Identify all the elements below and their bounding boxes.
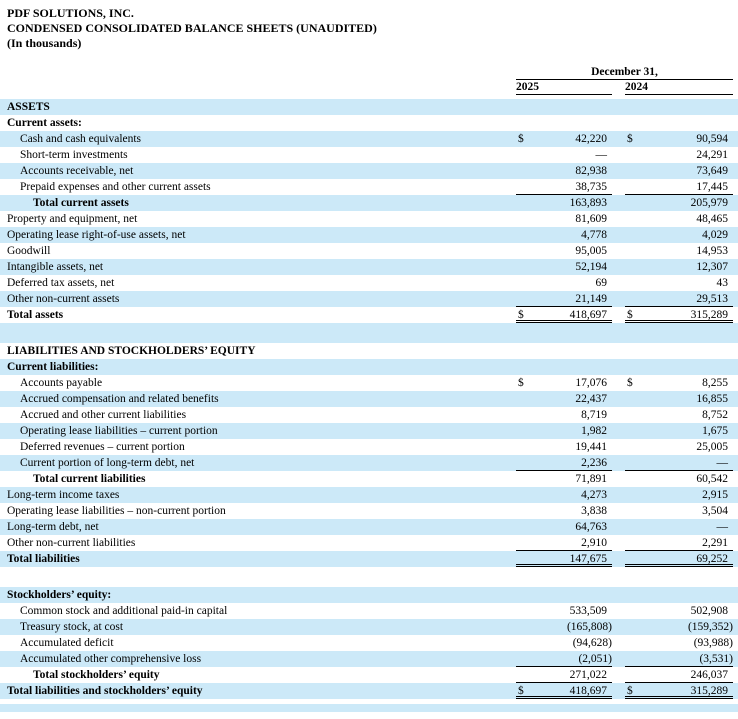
table-row [0,307,738,323]
value-cell [625,147,733,163]
value-cell [625,455,733,471]
value-cell [516,487,612,503]
value: 19,441 [575,441,607,453]
value-cell [625,343,733,359]
value: 1,982 [581,425,607,437]
value-cell [625,259,733,275]
value-cell [516,603,612,619]
dollar-sign [516,391,532,407]
value-cell [516,551,612,567]
dollar-sign [516,259,532,275]
value-cell [625,211,733,227]
value-cell [625,243,733,259]
dollar-sign [516,115,532,131]
value: 2,915 [702,489,728,501]
table-row [0,243,738,259]
dollar-sign [516,195,532,211]
table-row [0,115,738,131]
row-label: Accumulated other comprehensive loss [20,653,202,665]
row-label: Cash and cash equivalents [20,133,142,145]
value: 17,076 [575,377,607,389]
dollar-sign [516,275,532,291]
row-label: Accrued and other current liabilities [20,409,187,421]
dollar-sign: $ [627,685,633,697]
dollar-sign [625,179,641,194]
row-label: Stockholders’ equity: [7,589,112,601]
row-label: Short-term investments [20,149,128,161]
value: 25,005 [696,441,728,453]
table-row [0,423,738,439]
value: 3,504 [702,505,728,517]
dollar-sign [516,587,532,603]
value-cell [625,391,733,407]
value: 271,022 [569,669,607,681]
value: 502,908 [690,605,728,617]
value: 52,194 [575,261,607,273]
value: 2,236 [581,457,607,469]
dollar-sign [516,667,532,682]
value: 22,437 [575,393,607,405]
value: 8,719 [581,409,607,421]
dollar-sign [625,635,641,651]
row-label: Total assets [7,309,64,321]
dollar-sign [625,211,641,227]
dollar-sign [516,455,532,470]
value [532,99,612,115]
value-cell [516,619,612,635]
value-cell [516,667,612,683]
dollar-sign [516,211,532,227]
value-cell [516,115,612,131]
value: 69,252 [696,553,728,565]
value-cell [625,179,733,195]
table-row [0,99,738,115]
dollar-sign [516,603,532,619]
value: (165,808) [566,621,612,633]
row-label: Accumulated deficit [20,637,114,649]
dollar-sign [625,603,641,619]
value: 71,891 [575,473,607,485]
dollar-sign [516,163,532,179]
value: 16,855 [696,393,728,405]
value-cell [516,163,612,179]
row-label: Property and equipment, net [7,213,138,225]
dollar-sign [516,503,532,519]
value: (94,628) [572,637,612,649]
value-cell [516,455,612,471]
dollar-sign [625,99,641,115]
dollar-sign [625,487,641,503]
dollar-sign: $ [627,133,633,145]
dollar-sign [625,291,641,306]
value: — [716,457,728,469]
dollar-sign: $ [627,377,633,389]
row-label: Total current liabilities [33,473,146,485]
dollar-sign [516,651,532,666]
dollar-sign [516,535,532,550]
spacer-row [0,323,738,343]
value-cell [625,291,733,307]
row-label: ASSETS [7,101,50,113]
value-cell [516,391,612,407]
dollar-sign [625,471,641,487]
balance-sheet-table [0,99,738,699]
dollar-sign [625,667,641,682]
value: 4,273 [581,489,607,501]
row-label: Current liabilities: [7,361,99,373]
row-label: Other non-current liabilities [7,537,136,549]
value: 64,763 [575,521,607,533]
value-cell [516,243,612,259]
value [641,99,733,115]
value-cell [516,291,612,307]
dollar-sign [516,343,532,359]
value-cell [516,375,612,391]
table-row [0,487,738,503]
value-cell [516,423,612,439]
table-row [0,519,738,535]
value-cell [625,375,733,391]
dollar-sign: $ [627,309,633,321]
value-cell [516,307,612,323]
value: 43 [716,277,728,289]
value-cell [625,487,733,503]
value [641,343,733,359]
value: 24,291 [696,149,728,161]
value-cell [625,195,733,211]
value-cell [516,211,612,227]
dollar-sign [625,275,641,291]
row-label: Goodwill [7,245,51,257]
value: 73,649 [696,165,728,177]
value: (159,352) [687,621,733,633]
value-cell [516,359,612,375]
value-cell [625,99,733,115]
dollar-sign [625,195,641,211]
table-row [0,635,738,651]
value: 246,037 [690,669,728,681]
dollar-sign [625,407,641,423]
value-cell [516,519,612,535]
dollar-sign [516,551,532,564]
dollar-sign [625,147,641,163]
value: 315,289 [690,309,728,321]
table-row [0,683,738,699]
dollar-sign [516,423,532,439]
table-row [0,455,738,471]
units-note: (In thousands) [7,36,82,50]
row-label: Treasury stock, at cost [20,621,124,633]
value-cell [516,471,612,487]
document-title: CONDENSED CONSOLIDATED BALANCE SHEETS (UNAUDITED) [7,21,377,35]
dollar-sign [516,243,532,259]
table-row [0,275,738,291]
table-row [0,179,738,195]
value-cell [625,423,733,439]
value-cell [516,131,612,147]
dollar-sign: $ [518,133,524,145]
row-label: Total liabilities [7,553,80,565]
value-cell [625,535,733,551]
value-cell [516,179,612,195]
value: 2,910 [581,537,607,549]
value [532,343,612,359]
dollar-sign: $ [518,377,524,389]
dollar-sign [516,635,532,651]
value: 60,542 [696,473,728,485]
bottom-strip [0,704,738,712]
table-row [0,291,738,307]
value-cell [516,503,612,519]
dollar-sign [625,551,641,564]
value-cell [625,227,733,243]
value: (93,988) [693,637,733,649]
dollar-sign [516,619,532,635]
value: 2,291 [702,537,728,549]
value-cell [625,503,733,519]
value-cell [516,259,612,275]
row-label: Accounts receivable, net [20,165,134,177]
table-row [0,603,738,619]
table-row [0,195,738,211]
value [641,115,733,131]
row-label: Prepaid expenses and other current assets [20,181,211,193]
row-label: Current portion of long-term debt, net [20,457,195,469]
row-label: Operating lease liabilities – current portion [20,425,218,437]
value [532,115,612,131]
value-cell [516,439,612,455]
value-cell [516,683,612,699]
dollar-sign: $ [518,309,524,321]
value-cell [516,651,612,667]
dollar-sign [625,359,641,375]
value: 418,697 [569,685,607,697]
value: 69 [595,277,607,289]
dollar-sign [625,503,641,519]
value: 315,289 [690,685,728,697]
date-header-row [0,65,738,80]
table-row [0,227,738,243]
value: 95,005 [575,245,607,257]
value-cell [516,343,612,359]
value-cell [625,551,733,567]
value: 205,979 [690,197,728,209]
dollar-sign [516,471,532,487]
dollar-sign [625,115,641,131]
table-row [0,471,738,487]
value: 163,893 [569,197,607,209]
dollar-sign [625,423,641,439]
value-cell [625,163,733,179]
row-label: Current assets: [7,117,82,129]
table-row [0,391,738,407]
value-cell [625,603,733,619]
value: 14,953 [696,245,728,257]
row-label: Long-term debt, net [7,521,99,533]
value-cell [516,535,612,551]
value: 4,029 [702,229,728,241]
value: 90,594 [696,133,728,145]
dollar-sign [625,535,641,550]
row-label: Total stockholders’ equity [33,669,160,681]
table-row [0,535,738,551]
table-row [0,259,738,275]
dollar-sign [516,439,532,455]
value-cell [516,635,612,651]
row-label: Total liabilities and stockholders’ equity [7,685,203,697]
dollar-sign [516,487,532,503]
value-cell [516,195,612,211]
row-label: Long-term income taxes [7,489,120,501]
table-row [0,147,738,163]
header-spacer [0,51,738,65]
table-row [0,503,738,519]
value-cell [516,227,612,243]
value-cell [625,407,733,423]
company-name: PDF SOLUTIONS, INC. [7,6,134,20]
value-cell [625,635,733,651]
value: 42,220 [575,133,607,145]
table-row [0,343,738,359]
value-cell [625,471,733,487]
dollar-sign [625,587,641,603]
table-row [0,587,738,603]
value-cell [625,683,733,699]
value: 8,255 [702,377,728,389]
row-label: Total current assets [33,197,129,209]
value: — [716,521,728,533]
value-cell [625,439,733,455]
value: 48,465 [696,213,728,225]
value [641,587,733,603]
row-label: Intangible assets, net [7,261,104,273]
value-cell [516,275,612,291]
value-cell [625,667,733,683]
value: 147,675 [569,553,607,565]
dollar-sign [516,519,532,535]
value-cell [625,651,733,667]
dollar-sign [625,651,641,666]
table-row [0,211,738,227]
dollar-sign [516,291,532,306]
table-row [0,619,738,635]
value: 8,752 [702,409,728,421]
row-label: LIABILITIES AND STOCKHOLDERS’ EQUITY [7,345,256,357]
value: 38,735 [575,181,607,193]
value: 81,609 [575,213,607,225]
value [641,359,733,375]
dollar-sign [516,99,532,115]
row-label: Other non-current assets [7,293,120,305]
column-header-2024: 2024 [625,80,733,95]
table-row [0,667,738,683]
date-header: December 31, [516,65,733,80]
dollar-sign [625,243,641,259]
table-row [0,651,738,667]
dollar-sign [625,439,641,455]
document-header [7,6,738,51]
row-label: Accrued compensation and related benefits [20,393,219,405]
value: 1,675 [702,425,728,437]
value: 17,445 [696,181,728,193]
dollar-sign [625,455,641,470]
spacer-row [0,567,738,587]
year-header-row [0,80,738,95]
dollar-sign [516,179,532,194]
row-label: Operating lease right-of-use assets, net [7,229,186,241]
dollar-sign [625,227,641,243]
dollar-sign [625,519,641,535]
dollar-sign: $ [518,685,524,697]
dollar-sign [625,619,641,635]
value-cell [625,275,733,291]
value-cell [625,307,733,323]
value-cell [625,131,733,147]
value-cell [516,407,612,423]
value-cell [625,587,733,603]
value: 533,509 [569,605,607,617]
value: (3,531) [699,653,733,665]
table-row [0,407,738,423]
value-cell [516,587,612,603]
table-row [0,163,738,179]
table-row [0,439,738,455]
dollar-sign [516,227,532,243]
row-label: Common stock and additional paid-in capital [20,605,228,617]
value-cell [516,99,612,115]
value-cell [625,619,733,635]
dollar-sign [516,147,532,163]
row-label: Accounts payable [20,377,103,389]
value [532,359,612,375]
table-row [0,375,738,391]
value: (2,051) [578,653,612,665]
table-row [0,359,738,375]
value [532,587,612,603]
row-label: Operating lease liabilities – non-current portion [7,505,226,517]
dollar-sign [625,163,641,179]
dollar-sign [516,407,532,423]
value-cell [516,147,612,163]
value: 418,697 [569,309,607,321]
value-cell [625,115,733,131]
column-header-2025: 2025 [516,80,612,95]
dollar-sign [516,359,532,375]
dollar-sign [625,391,641,407]
value-cell [625,519,733,535]
dollar-sign [625,259,641,275]
value: 29,513 [696,293,728,305]
table-row [0,551,738,567]
row-label: Deferred tax assets, net [7,277,115,289]
value: — [595,149,607,161]
value: 12,307 [696,261,728,273]
dollar-sign [625,343,641,359]
value-cell [625,359,733,375]
value: 21,149 [575,293,607,305]
value: 3,838 [581,505,607,517]
value: 4,778 [581,229,607,241]
row-label: Deferred revenues – current portion [20,441,185,453]
table-row [0,131,738,147]
value: 82,938 [575,165,607,177]
